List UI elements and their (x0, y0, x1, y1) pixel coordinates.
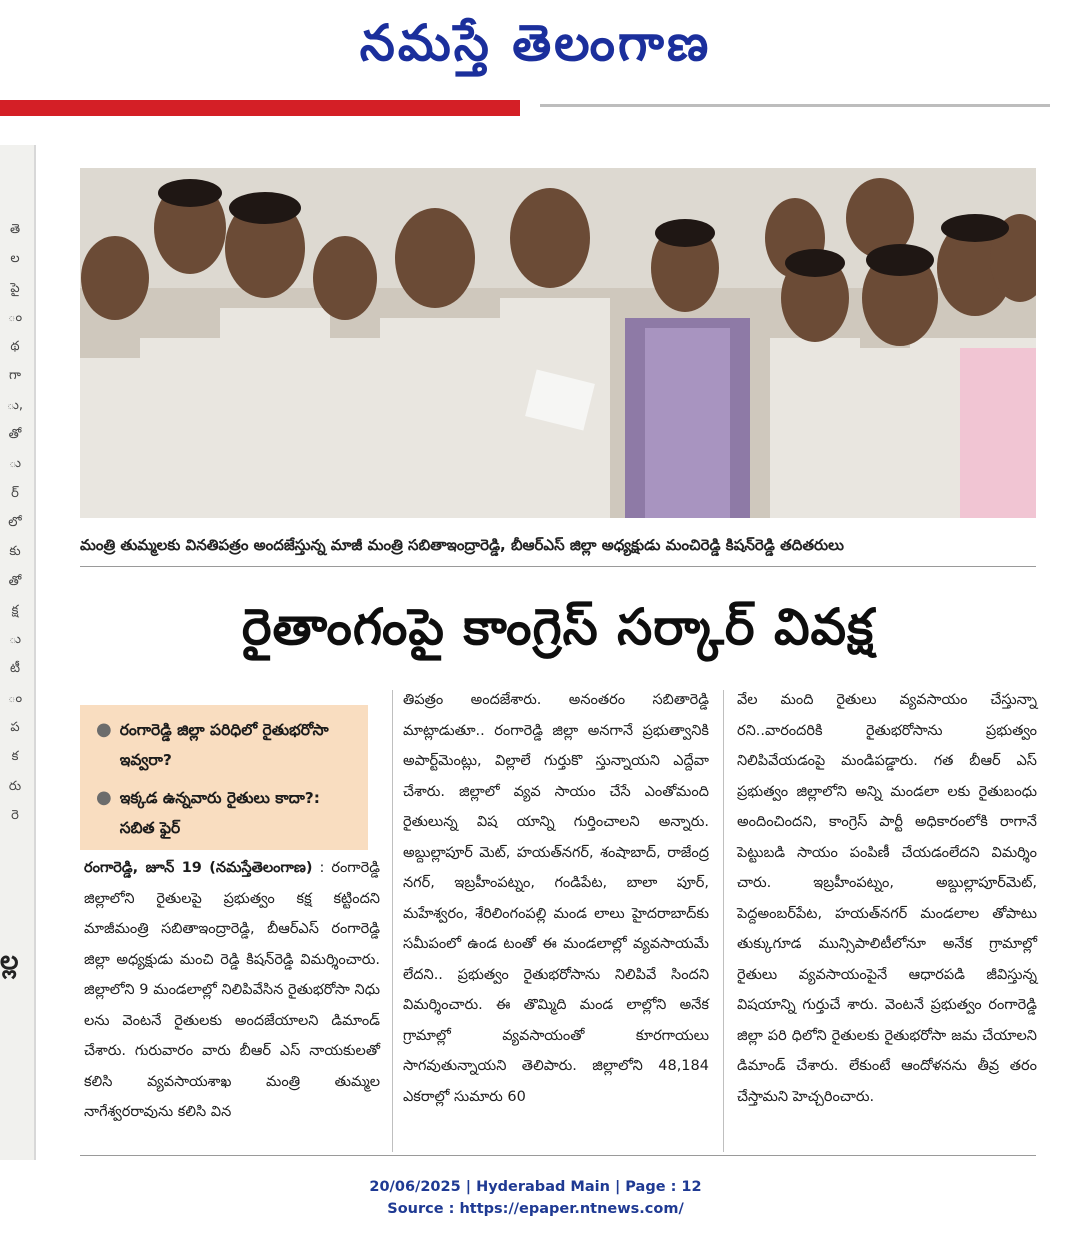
column-divider (392, 690, 393, 1152)
strip-glyph: ు (8, 632, 21, 648)
source-link[interactable]: Source : https://epaper.ntnews.com/ (387, 1201, 684, 1217)
masthead (0, 0, 1071, 120)
strip-glyph: ం (7, 690, 23, 706)
strip-glyph: టీ (9, 661, 21, 677)
strip-glyph: ు, (6, 397, 24, 413)
news-photo (80, 168, 1036, 518)
strip-glyph: రు (8, 778, 22, 794)
caption-rule (80, 566, 1036, 567)
strip-glyph: క (11, 749, 19, 765)
strip-glyph: రె (11, 807, 19, 823)
strip-glyph: ప (10, 720, 20, 736)
photo-caption: మంత్రి తుమ్మలకు వినతిపత్రం అందజేస్తున్న మాజీ మంత్రి సబితాఇంద్రారెడ్డి, బీఆర్ఎస్ జిల్లా అధ్యక్షుడు మంచిరెడ్డి కిషన్‌రెడ్డి తదితరులు (80, 536, 844, 554)
adjacent-column-headline-fragment: ల్ల (0, 946, 19, 976)
article-headline: రైతాంగంపై కాంగ్రెస్ సర్కార్ వివక్ష (241, 598, 875, 656)
strip-glyph: ర్ (11, 485, 19, 501)
article-column-2: తిపత్రం అందజేశారు. అనంతరం సబితారెడ్డి మాట్లాడుతూ.. రంగారెడ్డి జిల్లా అనగానే ప్రభుత్వానికి అపార్ట్‌మెంట్లు, విల్లాలే గుర్తుకొ స్తున్నాయని ఎద్దేవా చేశారు. జిల్లాలో వ్యవ సాయం చేసే ఎంతోమంది రైతులున్న విష యాన్ని గుర్తించాలని అన్నారు. అబ్దుల్లాపూర్ మెట్, హయత్‌నగర్, శంషాబాద్, రాజేంద్ర నగర్, ఇబ్రహీంపట్నం, గండిపేట, బాలా పూర్, మహేశ్వరం, శేరిలింగంపల్లి మండ లాలు హైదరాబాద్‌కు సమీపంలో ఉండ టంతో ఈ మండలాల్లో వ్యవసాయమే లేదని.. ప్రభుత్వం రైతుభరోసాను నిలిపివే సిందని విమర్శించారు. ఈ తొమ్మిది మండ లాల్లోని అనేక గ్రామాల్లో వ్యవసాయంతో కూరగాయలు సాగవుతున్నాయని తెలిపారు. జిల్లాలోని 48,184 ఎకరాల్లో సుమారు 60 (403, 692, 709, 1105)
highlight-item (96, 715, 358, 775)
strip-glyph: థ (10, 339, 20, 355)
highlight-text: ఇక్కడ ఉన్నవారు రైతులు కాదా?: సబిత ఫైర్ (119, 789, 321, 837)
strip-glyph: గా (9, 368, 21, 384)
masthead-rule (540, 104, 1050, 107)
masthead-red-bar (0, 100, 520, 116)
highlights-box (80, 705, 368, 850)
bullet-icon: ● (96, 719, 112, 740)
column-divider (34, 145, 36, 1160)
strip-glyph: తె (9, 222, 21, 237)
dateline: రంగారెడ్డి, జూన్ 19 (నమస్తేతెలంగాణ) (84, 860, 313, 876)
bullet-icon: ● (96, 787, 112, 808)
article-bottom-rule (80, 1155, 1036, 1156)
article-column-3: వేల మంది రైతులు వ్యవసాయం చేస్తున్నా రని..వారందరికి రైతుభరోసాను ప్రభుత్వం నిలిపివేయడంపై మండిపడ్డారు. గత బీఆర్ ఎస్ ప్రభుత్వం జిల్లాలోని అన్ని మండలా లకు రైతుబంధు అందించిందని, కాంగ్రెస్ పార్టీ అధికారంలోకి రాగానే పెట్టుబడి సాయం పంపిణీ చేయడంలేదని విమర్శిం చారు. ఇబ్రహీంపట్నం, అబ్దుల్లాపూర్‌మెట్, పెద్దఅంబర్‌పేట, హయత్‌నగర్ మండలాల తోపాటు తుక్కుగూడ మున్సిపాలిటీలోనూ అనేక గ్రామాల్లో రైతులు వ్యవసాయంపైనే ఆధారపడి జీవిస్తున్న విషయాన్ని గుర్తుచే శారు. వెంటనే ప్రభుత్వం రంగారెడ్డి జిల్లా పరి ధిలోని రైతులకు రైతుభరోసా జమ చేయాలని డిమాండ్ చేశారు. లేకుంటే ఆందోళనను తీవ్ర తరం చేస్తామని హెచ్చరించారు. (737, 692, 1037, 1105)
strip-glyph: ు (8, 456, 21, 472)
strip-glyph: ం (7, 309, 23, 325)
highlight-item (96, 783, 358, 843)
adjacent-column-text (0, 215, 30, 830)
column-1-text: : రంగారెడ్డి జిల్లాలోని రైతులపై ప్రభుత్వం కక్ష కట్టిందని మాజీమంత్రి సబితాఇంద్రారెడ్డి, బీఆర్ఎస్ రంగారెడ్డి జిల్లా అధ్యక్షుడు మంచి రెడ్డి కిషన్‌రెడ్డి విమర్శించారు. జిల్లాలోని 9 మండలాల్లో నిలిపివేసిన రైతుభరోసా నిధు లను వెంటనే రైతులకు అందజేయాలని డిమాండ్ చేశారు. గురువారం వారు బీఆర్ ఎస్ నాయకులతో కలిసి వ్యవసాయశాఖ మంత్రి తుమ్మల నాగేశ్వరరావును కలిసి విన (84, 860, 380, 1120)
newspaper-logo: నమస్తే తెలంగాణ (359, 13, 712, 72)
edition-info: 20/06/2025 | Hyderabad Main | Page : 12 (369, 1179, 702, 1195)
strip-glyph: క్ష (11, 602, 19, 618)
strip-glyph: తో (8, 427, 22, 443)
strip-glyph: కు (9, 544, 21, 560)
strip-glyph: ల (10, 251, 20, 267)
highlight-text: రంగారెడ్డి జిల్లా పరిధిలో రైతుభరోసా ఇవ్వరా? (119, 721, 329, 769)
strip-glyph: పై (10, 280, 20, 296)
article-column-1 (84, 853, 380, 1153)
group-photo-illustration (80, 168, 1036, 518)
column-divider (723, 690, 724, 1152)
strip-glyph: తో (8, 573, 22, 589)
strip-glyph: లో (8, 514, 22, 530)
